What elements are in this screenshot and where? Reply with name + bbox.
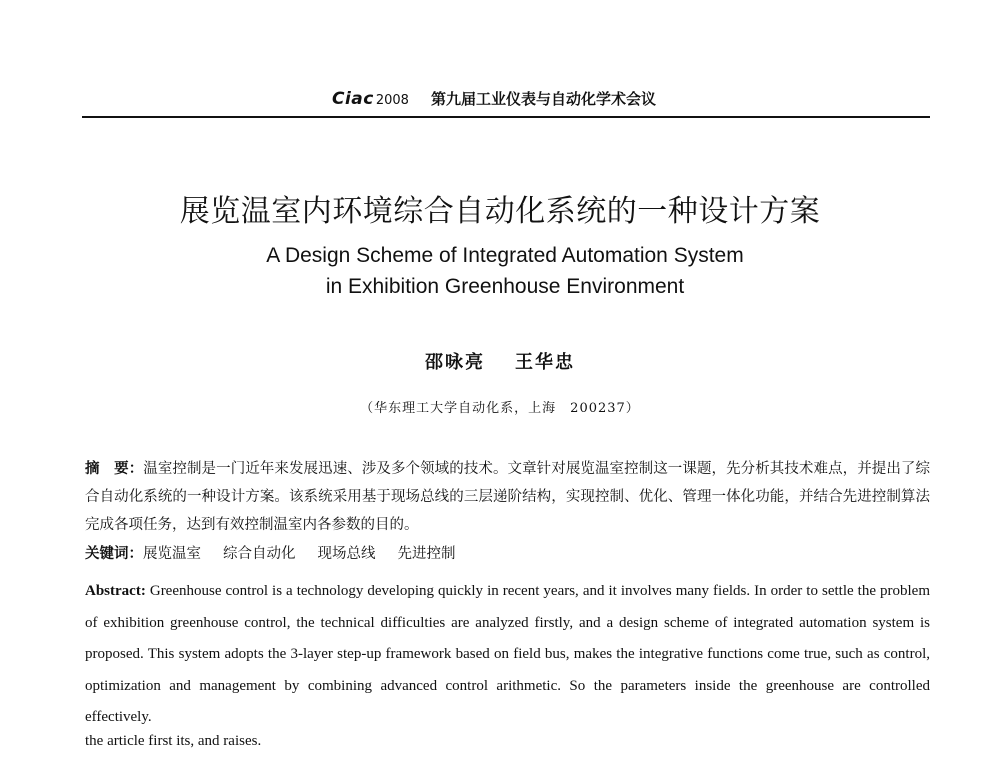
logo-text: Ciac — [332, 89, 374, 109]
author-1: 邵咏亮 — [425, 352, 485, 373]
conference-name: 第九届工业仪表与自动化学术会议 — [430, 90, 656, 108]
keyword-item: 现场总线 — [317, 546, 376, 562]
conference-header — [82, 76, 930, 118]
abstract-en — [85, 576, 930, 734]
header-content — [332, 88, 656, 109]
paper-title-cn: 展览温室内环境综合自动化系统的一种设计方案 — [179, 194, 821, 229]
ciac-logo — [332, 89, 409, 109]
title-en-line1: A Design Scheme of Integrated Automation System — [266, 244, 744, 267]
keyword-item: 先进控制 — [397, 546, 456, 562]
abstract-cn — [85, 455, 930, 539]
title-en-line2: in Exhibition Greenhouse Environment — [325, 275, 685, 298]
trailing-text: the article first its, and raises. — [85, 733, 262, 749]
affiliation: （华东理工大学自动化系，上海 200237） — [360, 401, 640, 416]
abstract-cn-text: 温室控制是一门近年来发展迅速、涉及多个领域的技术。文章针对展览温室控制这一课题，先分析其技术难点，并提出了综合自动化系统的一种设计方案。该系统采用基于现场总线的三层递阶结构，实现控制、优化、管理一体化功能，并结合先进控制算法完成各项任务，达到有效控制温室内各参数的目的。 — [85, 461, 930, 533]
paper-title-en — [0, 240, 1000, 302]
abstract-cn-label: 摘 要： — [85, 461, 144, 477]
author-2: 王华忠 — [515, 352, 575, 373]
logo-year: 2008 — [375, 93, 409, 108]
authors — [0, 348, 1000, 374]
abstract-en-label: Abstract: — [85, 583, 146, 599]
keyword-item: 综合自动化 — [223, 546, 296, 562]
keywords-cn — [85, 540, 930, 568]
abstract-en-text: Greenhouse control is a technology developing quickly in recent years, and it involves many fields. In order to settle the problem of exhibition greenhouse control, the technical difficulties are analyzed firstly, and a design scheme of integrated automation system is proposed. This system adopts the 3-layer step-up framework based on field bus, makes the integrative functions come true, such as control, optimization and management by combining advanced control arithmetic. So the parameters inside the greenhouse are controlled effectively. — [85, 583, 931, 725]
keywords-label: 关键词： — [85, 546, 143, 562]
keyword-item: 展览温室 — [143, 546, 201, 562]
